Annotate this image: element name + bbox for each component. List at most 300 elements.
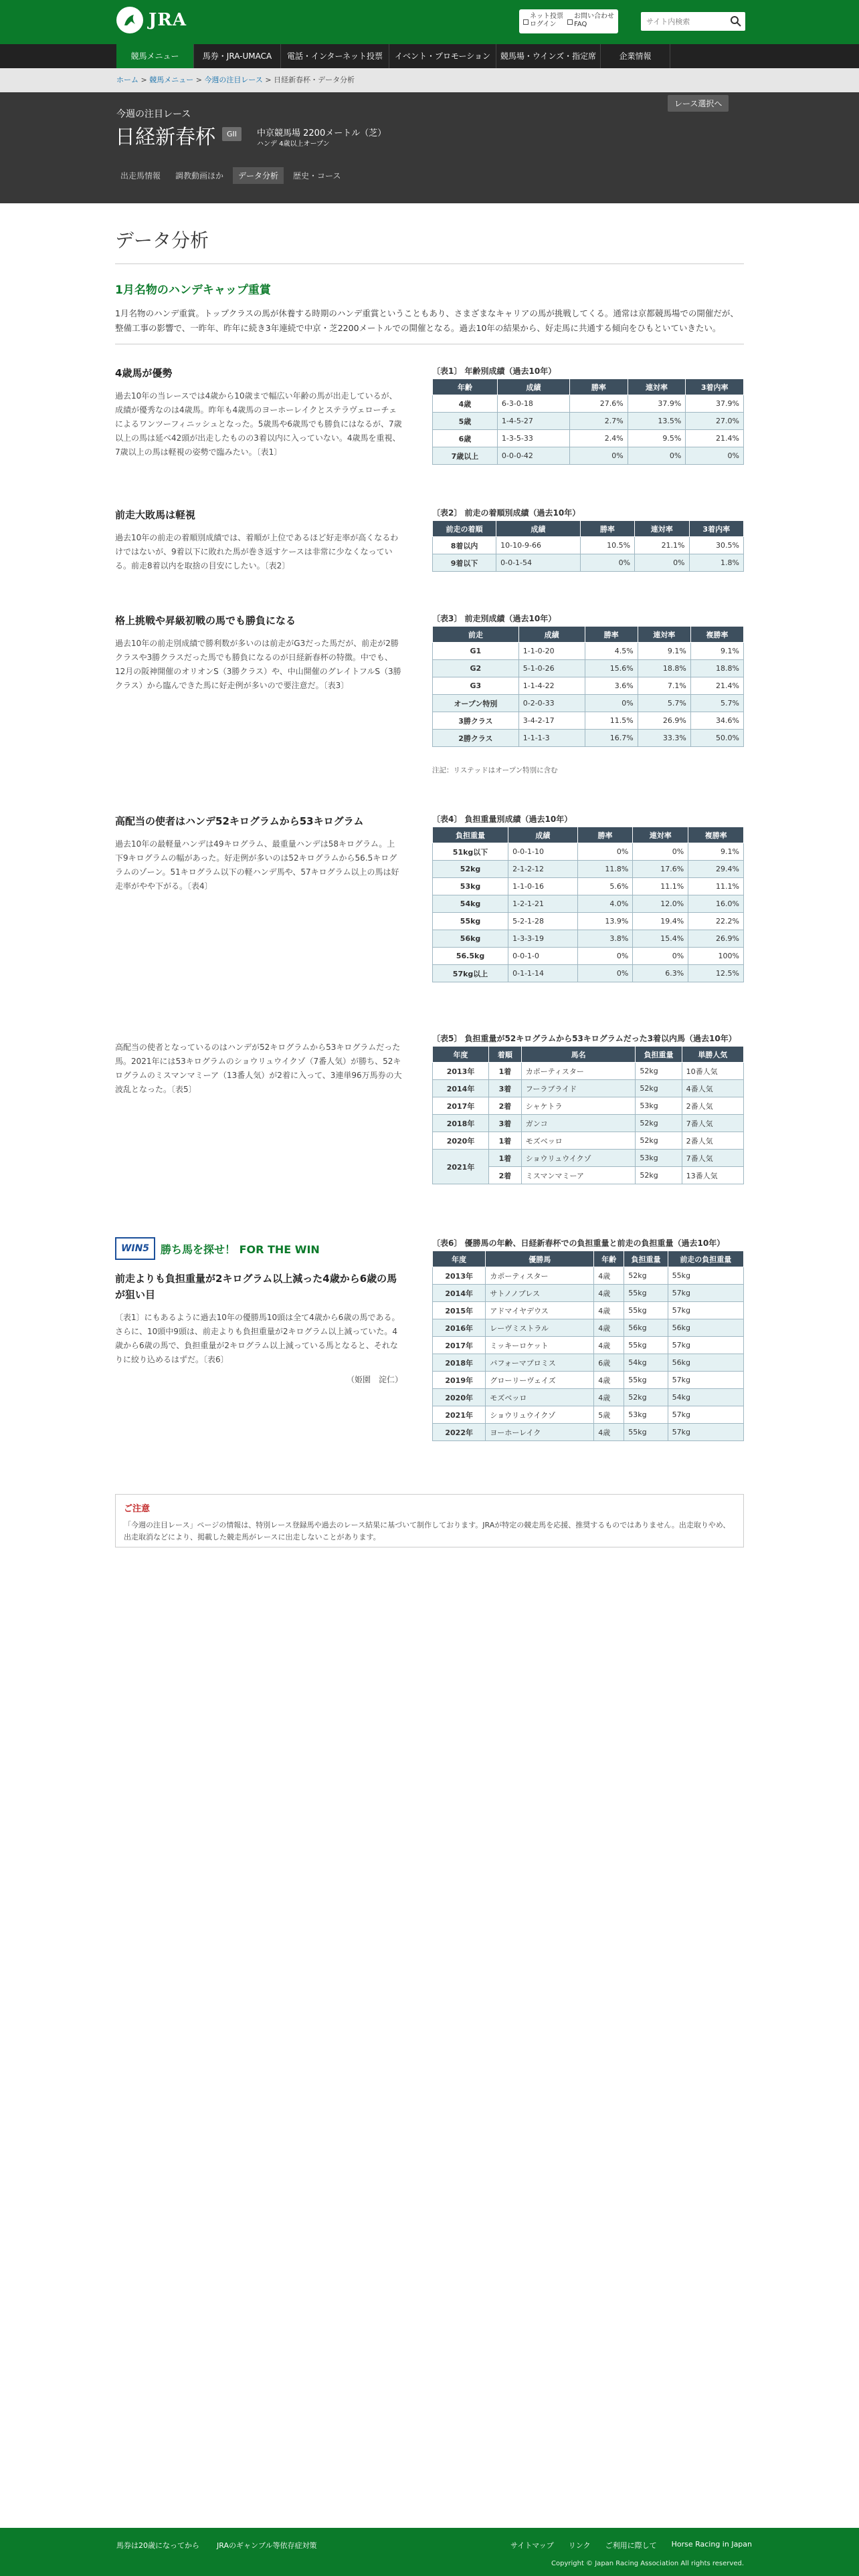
- table-cell: 22.2%: [688, 913, 744, 930]
- table-cell: 53kg: [636, 1097, 682, 1115]
- table-cell: カポーティスター: [486, 1267, 594, 1285]
- table-row: [433, 413, 744, 430]
- section-text: 過去10年の前走の着順別成績では、着順が上位であるほど好走率が高くなるわけではないが、9着以下に敗れた馬が巻き返すケースは非常に少なくなっている。前走8着以内を取捨の目安にしたい。〔表2〕: [115, 533, 399, 570]
- table-cell: 53kg: [624, 1406, 668, 1424]
- table-cell: 2着: [489, 1097, 522, 1115]
- crumb-current: 日経新春杯・データ分析: [274, 76, 355, 84]
- table-cell: 21.4%: [690, 677, 743, 695]
- table-row: [433, 1150, 744, 1167]
- table-cell: 0%: [633, 843, 688, 861]
- table-cell: 55kg: [624, 1302, 668, 1319]
- table-cell: 12.0%: [633, 895, 688, 913]
- notice-text: 「今週の注目レース」ページの情報は、特別レース登録馬や過去のレース結果に基づいて制作しております。JRAが特定の競走馬を応援、推奨するものではありません。出走取りやめ、出走取消などにより、掲載した競走馬がレースに出走しないことがあります。: [124, 1521, 731, 1541]
- table-cell: 57kg以上: [433, 965, 508, 982]
- jra-logo[interactable]: [116, 7, 187, 33]
- column-header: 勝率: [580, 521, 634, 537]
- table-cell: 6-3-0-18: [497, 395, 569, 413]
- prev-race-table: [432, 626, 744, 747]
- table-cell: 21.1%: [635, 537, 689, 554]
- section-text: 高配当の使者となっているのはハンデが52キログラムから53キログラムだった馬。2021年には53キログラムのショウリュウイクゾ（7番人気）が勝ち、52キログラムのミスマンマミーア（13番人気）が2着に入って、3連単96万馬券の大波乱となった。〔表5〕: [115, 1043, 402, 1094]
- table-cell: 0%: [635, 554, 689, 572]
- table-cell: 6歳: [594, 1354, 624, 1372]
- table-cell: 9着以下: [433, 554, 496, 572]
- section-heading: 前走大敗馬は軽視: [115, 509, 196, 521]
- column-header: 優勝馬: [486, 1251, 594, 1267]
- table-cell: ガンコ: [521, 1115, 636, 1132]
- table-cell: 56kg: [668, 1354, 743, 1372]
- table-cell: 0%: [585, 695, 638, 712]
- table-cell: 52kg: [624, 1389, 668, 1406]
- table-cell: ショウリュウイクゾ: [486, 1406, 594, 1424]
- table-cell: 7番人気: [682, 1150, 743, 1167]
- table-cell: 2015年: [433, 1302, 486, 1319]
- table-cell: 2番人気: [682, 1097, 743, 1115]
- table-cell: 57kg: [668, 1337, 743, 1354]
- table-cell: G1: [433, 643, 519, 660]
- horse-icon: [116, 7, 143, 33]
- table-header-row: [433, 379, 744, 395]
- table-row: [433, 430, 744, 447]
- table-cell: 27.0%: [686, 413, 744, 430]
- column-header: 勝率: [577, 827, 633, 843]
- table-cell: 18.8%: [690, 660, 743, 677]
- column-header: 年齢: [594, 1251, 624, 1267]
- table-cell: 30.5%: [689, 537, 743, 554]
- table-cell: 1-4-5-27: [497, 413, 569, 430]
- crumb-attention[interactable]: 今週の注目レース: [204, 76, 263, 84]
- table-cell: ヨーホーレイク: [486, 1424, 594, 1441]
- table-cell: 4番人気: [682, 1080, 743, 1097]
- column-header: 成績: [497, 379, 569, 395]
- table-cell: 3着: [489, 1080, 522, 1097]
- light-weight-table: [432, 1046, 744, 1184]
- column-header: 負担重量: [636, 1047, 682, 1063]
- nav-event[interactable]: イベント・プロモーション: [389, 44, 496, 68]
- table-cell: モズベッロ: [486, 1389, 594, 1406]
- table-cell: 52kg: [636, 1167, 682, 1184]
- table-cell: 2021年: [433, 1406, 486, 1424]
- nav-corporate[interactable]: 企業情報: [601, 44, 670, 68]
- table-caption: 〔表4〕 負担重量別成績（過去10年）: [432, 815, 573, 824]
- table-cell: 0-0-1-54: [496, 554, 581, 572]
- section-5: [115, 1033, 744, 1180]
- table-cell: 16.7%: [585, 730, 638, 747]
- table-cell: 55kg: [624, 1337, 668, 1354]
- column-header: 前走の負担重量: [668, 1251, 743, 1267]
- table-cell: 10-10-9-66: [496, 537, 581, 554]
- table-cell: 21.4%: [686, 430, 744, 447]
- table-cell: 4歳: [594, 1372, 624, 1389]
- table-cell: ミッキーロケット: [486, 1337, 594, 1354]
- table-cell: 2017年: [433, 1097, 489, 1115]
- table-cell: 7歳以上: [433, 447, 498, 465]
- table-header-row: [433, 1047, 744, 1063]
- column-header: 複勝率: [688, 827, 744, 843]
- table-row: [433, 1285, 744, 1302]
- nav-course[interactable]: 競馬場・ウインズ・指定席: [496, 44, 601, 68]
- grade-badge: GII: [222, 127, 242, 141]
- table-cell: 29.4%: [688, 861, 744, 878]
- column-header: 連対率: [633, 827, 688, 843]
- table-cell: 51kg以下: [433, 843, 508, 861]
- race-select-button[interactable]: レース選択へ: [668, 95, 729, 112]
- table-caption: 〔表2〕 前走の着順別成績（過去10年）: [432, 508, 581, 518]
- table-row: [433, 660, 744, 677]
- footer-link-terms[interactable]: ご利用に際して: [605, 2541, 657, 2550]
- table-cell: 34.6%: [690, 712, 743, 730]
- table-caption: 〔表5〕 負担重量が52キログラムから53キログラムだった3着以内馬（過去10年）: [432, 1034, 737, 1043]
- crumb-home[interactable]: ホーム: [116, 76, 138, 84]
- table-cell: 57kg: [668, 1424, 743, 1441]
- table-row: [433, 447, 744, 465]
- table-cell: 2-1-2-12: [508, 861, 577, 878]
- table-cell: 56.5kg: [433, 948, 508, 965]
- table-cell: 2016年: [433, 1319, 486, 1337]
- table-cell: 2014年: [433, 1285, 486, 1302]
- race-hero: [0, 92, 859, 203]
- finish-table: [432, 520, 744, 572]
- table-cell: 9.1%: [688, 843, 744, 861]
- table-cell: 57kg: [668, 1302, 743, 1319]
- table-row: [433, 1424, 744, 1441]
- column-header: 前走: [433, 627, 519, 643]
- table-cell: 2着: [489, 1167, 522, 1184]
- table-cell: 3勝クラス: [433, 712, 519, 730]
- table-cell: 2.4%: [570, 430, 628, 447]
- tab-videos[interactable]: 調教動画ほか: [175, 171, 224, 181]
- table-cell: 2018年: [433, 1115, 489, 1132]
- section-heading: 高配当の使者はハンデ52キログラムから53キログラム: [115, 815, 364, 827]
- table-cell: 1着: [489, 1132, 522, 1150]
- table-cell: 6.3%: [633, 965, 688, 982]
- table-cell: 8着以内: [433, 537, 496, 554]
- table-cell: 55kg: [668, 1267, 743, 1285]
- table-cell: 2020年: [433, 1389, 486, 1406]
- table-cell: 0%: [577, 843, 633, 861]
- crumb-menu[interactable]: 競馬メニュー: [149, 76, 194, 84]
- win5-title: 勝ち馬を探せ！ FOR THE WIN: [161, 1243, 320, 1256]
- table-cell: 53kg: [433, 878, 508, 895]
- table-cell: 6歳: [433, 430, 498, 447]
- table-caption: 〔表1〕 年齢別成績（過去10年）: [432, 366, 557, 376]
- table-cell: 0%: [633, 948, 688, 965]
- table-cell: 0-1-1-14: [508, 965, 577, 982]
- breadcrumb: ホーム > 競馬メニュー > 今週の注目レース > 日経新春杯・データ分析: [0, 68, 859, 92]
- table-row: [433, 1406, 744, 1424]
- win5-logo: WIN5: [115, 1237, 155, 1260]
- footer-link-links[interactable]: リンク: [568, 2541, 591, 2550]
- table-cell: 4歳: [594, 1285, 624, 1302]
- table-row: [433, 965, 744, 982]
- table-cell: 55kg: [624, 1424, 668, 1441]
- table-cell: 0%: [577, 948, 633, 965]
- notice-box: [115, 1494, 744, 1547]
- table-row: [433, 948, 744, 965]
- table-row: [433, 1354, 744, 1372]
- table-row: [433, 1097, 744, 1115]
- table-row: [433, 1080, 744, 1097]
- table-row: [433, 1337, 744, 1354]
- table-cell: 4歳: [594, 1302, 624, 1319]
- table-cell: 1-1-0-20: [518, 643, 585, 660]
- table-cell: 100%: [688, 948, 744, 965]
- table-row: [433, 861, 744, 878]
- section-4: [115, 813, 744, 978]
- section-2: [115, 507, 744, 573]
- table-caption: 〔表6〕 優勝馬の年齢、日経新春杯での負担重量と前走の負担重量（過去10年）: [432, 1239, 725, 1248]
- table-cell: 10.5%: [580, 537, 634, 554]
- table-cell: 3.6%: [585, 677, 638, 695]
- table-row: [433, 895, 744, 913]
- age-table: [432, 379, 744, 465]
- table-header-row: [433, 521, 744, 537]
- copyright: Copyright © Japan Racing Association All rights reserved.: [551, 2560, 744, 2567]
- search-input[interactable]: [641, 12, 725, 31]
- table-cell: 1-2-1-21: [508, 895, 577, 913]
- main-content: [115, 226, 744, 1437]
- global-nav: [0, 44, 859, 68]
- table-cell: 2020年: [433, 1132, 489, 1150]
- table-cell: 55kg: [433, 913, 508, 930]
- table-cell: 1-1-1-3: [518, 730, 585, 747]
- column-header: 勝率: [570, 379, 628, 395]
- table-cell: 13.9%: [577, 913, 633, 930]
- table-row: [433, 1372, 744, 1389]
- table-cell: 7番人気: [682, 1115, 743, 1132]
- column-header: 成績: [496, 521, 581, 537]
- column-header: 3着内率: [686, 379, 744, 395]
- table-cell: 11.1%: [633, 878, 688, 895]
- section-heading: 4歳馬が優勢: [115, 367, 173, 379]
- table-cell: 2019年: [433, 1372, 486, 1389]
- column-header: 年度: [433, 1047, 489, 1063]
- column-header: 前走の着順: [433, 521, 496, 537]
- table-cell: レーヴミストラル: [486, 1319, 594, 1337]
- nav-vote[interactable]: 電話・インターネット投票: [281, 44, 389, 68]
- table-header-row: [433, 827, 744, 843]
- table-cell: 10番人気: [682, 1063, 743, 1080]
- table-cell: 2021年: [433, 1150, 489, 1184]
- race-title: 日経新春杯: [115, 126, 215, 149]
- table-cell: アドマイヤデウス: [486, 1302, 594, 1319]
- footer-link-age[interactable]: 馬券は20歳になってから: [116, 2541, 199, 2550]
- table-cell: ショウリュウイクゾ: [521, 1150, 636, 1167]
- table-row: [433, 554, 744, 572]
- nav-baken[interactable]: 馬券・JRA-UMACA: [194, 44, 281, 68]
- table-cell: 17.6%: [633, 861, 688, 878]
- table-cell: 56kg: [433, 930, 508, 948]
- table-cell: パフォーマプロミス: [486, 1354, 594, 1372]
- table-cell: 4歳: [594, 1319, 624, 1337]
- table-cell: 5-2-1-28: [508, 913, 577, 930]
- hero-kicker: 今週の注目レース: [116, 109, 191, 120]
- table-cell: 5.6%: [577, 878, 633, 895]
- table-cell: カポーティスター: [521, 1063, 636, 1080]
- table-cell: 53kg: [636, 1150, 682, 1167]
- section-text: 過去10年の最軽量ハンデは49キログラム、最重量ハンデは58キログラム。上下9キログラムの幅があった。好走例が多いのは52キログラムから56.5キログラムのゾーン。51キログラム以下の軽ハンデ馬や、57キログラム以上の馬は好走率がやや下がる。〔表4〕: [115, 839, 399, 891]
- table-cell: 56kg: [668, 1319, 743, 1337]
- table-header-row: [433, 1251, 744, 1267]
- lead-heading: 1月名物のハンデキャップ重賞: [115, 284, 271, 297]
- tab-history[interactable]: 歴史・コース: [293, 171, 341, 181]
- table-cell: 4.0%: [577, 895, 633, 913]
- column-header: 成績: [518, 627, 585, 643]
- tab-entries[interactable]: 出走馬情報: [120, 171, 161, 181]
- table-cell: 13番人気: [682, 1167, 743, 1184]
- table-cell: 54kg: [624, 1354, 668, 1372]
- table-row: [433, 395, 744, 413]
- table-cell: 12.5%: [688, 965, 744, 982]
- column-header: 連対率: [638, 627, 690, 643]
- race-condition: ハンデ 4歳以上オープン: [257, 140, 330, 148]
- footer-link-english[interactable]: Horse Racing in Japan: [671, 2540, 752, 2549]
- column-header: 3着内率: [689, 521, 743, 537]
- table-cell: 13.5%: [628, 413, 686, 430]
- table-cell: 26.9%: [638, 712, 690, 730]
- table-row: [433, 878, 744, 895]
- table-cell: 2番人気: [682, 1132, 743, 1150]
- table-row: [433, 1267, 744, 1285]
- table-row: [433, 643, 744, 660]
- table-cell: 33.3%: [638, 730, 690, 747]
- table-cell: 18.8%: [638, 660, 690, 677]
- search-icon[interactable]: [729, 15, 743, 28]
- table-row: [433, 1132, 744, 1150]
- table-cell: 54kg: [668, 1389, 743, 1406]
- table-header-row: [433, 627, 744, 643]
- table-cell: 5-1-0-26: [518, 660, 585, 677]
- table-cell: 52kg: [636, 1063, 682, 1080]
- table-cell: サトノノブレス: [486, 1285, 594, 1302]
- table-cell: オープン特別: [433, 695, 519, 712]
- table-cell: 2013年: [433, 1267, 486, 1285]
- table-cell: 4.5%: [585, 643, 638, 660]
- section-text: 過去10年の当レースでは4歳から10歳まで幅広い年齢の馬が出走しているが、成績が優秀なのは4歳馬。昨年も4歳馬のヨーホーレイクとステラヴェローチェによるワンツーフィニッシュとなった。5歳馬や6歳馬でも勝負にはなるが、7歳以上の馬は延べ42頭が出走したものの3着以内に入っていない。4歳馬を重視、7歳以上の馬は軽視の姿勢で臨みたい。〔表1〕: [115, 391, 402, 457]
- column-header: 負担重量: [433, 827, 508, 843]
- table-cell: 1-1-0-16: [508, 878, 577, 895]
- table-cell: 1着: [489, 1150, 522, 1167]
- notice-title: ご注意: [124, 1504, 151, 1514]
- column-header: 年度: [433, 1251, 486, 1267]
- race-tabs: [115, 167, 346, 184]
- table-cell: 11.5%: [585, 712, 638, 730]
- table-row: [433, 537, 744, 554]
- section-6: [115, 1237, 744, 1437]
- tab-data[interactable]: データ分析: [233, 167, 284, 184]
- footer: [0, 2528, 859, 2576]
- weight-table: [432, 827, 744, 982]
- table-cell: 9.1%: [638, 643, 690, 660]
- table-cell: グローリーヴェイズ: [486, 1372, 594, 1389]
- faq-button[interactable]: お問い合わせ FAQ: [563, 9, 618, 33]
- table-cell: 37.9%: [686, 395, 744, 413]
- table-cell: 4歳: [594, 1337, 624, 1354]
- table-cell: G2: [433, 660, 519, 677]
- table-cell: 2022年: [433, 1424, 486, 1441]
- table-cell: 52kg: [433, 861, 508, 878]
- table-row: [433, 730, 744, 747]
- table-row: [433, 1302, 744, 1319]
- table-cell: 54kg: [433, 895, 508, 913]
- table-cell: 0%: [580, 554, 634, 572]
- login-button[interactable]: ネット投票 ログイン: [519, 9, 567, 33]
- column-header: 勝率: [585, 627, 638, 643]
- table-row: [433, 1115, 744, 1132]
- table-cell: 57kg: [668, 1406, 743, 1424]
- table-row: [433, 913, 744, 930]
- table-cell: ミスマンマミーア: [521, 1167, 636, 1184]
- table-cell: 0%: [628, 447, 686, 465]
- table-note: 注記：リステッドはオープン特別に含む: [432, 766, 558, 774]
- section-heading: 格上挑戦や昇級初戦の馬でも勝負になる: [115, 615, 296, 627]
- table-cell: 15.4%: [633, 930, 688, 948]
- table-cell: 52kg: [636, 1080, 682, 1097]
- table-cell: 0-0-1-10: [508, 843, 577, 861]
- table-cell: 4歳: [594, 1267, 624, 1285]
- table-cell: 57kg: [668, 1285, 743, 1302]
- table-cell: 52kg: [636, 1115, 682, 1132]
- table-row: [433, 1319, 744, 1337]
- section-text: 過去10年の前走別成績で勝利数が多いのは前走がG3だった馬だが、前走が2勝クラスや3勝クラスだった馬でも勝負になるのが日経新春杯の特徴。中でも、12月の阪神開催のオリオンS（3勝クラス）や、中山開催のグレイトフルS（3勝クラス）から臨んできた馬に好走例が多いので要注意だ。〔表3〕: [115, 639, 401, 690]
- section-text: 〔表1〕にもあるように過去10年の優勝馬10頭は全て4歳から6歳の馬である。さらに、10頭中9頭は、前走よりも負担重量が2キログラム以上減っていた。4歳から6歳の馬で、負担重量が2キログラム以上減っている馬となると、それなりに絞り込めるはずだ。〔表6〕: [115, 1313, 400, 1364]
- table-cell: 0%: [577, 965, 633, 982]
- table-cell: 27.6%: [570, 395, 628, 413]
- lead-text: 1月名物のハンデ重賞。トップクラスの馬が休養する時期のハンデ重賞ということもあり、さまざまなキャリアの馬が挑戦してくる。通常は京都競馬場での開催だが、整備工事の影響で、一昨年、昨年に続き3年連続で中京・芝2200メートルでの開催となる。過去10年の結果から、好走馬に共通する傾向をひもといていきたい。: [115, 308, 739, 333]
- table-cell: 52kg: [636, 1132, 682, 1150]
- table-cell: 37.9%: [628, 395, 686, 413]
- author: （姫園 淀仁）: [346, 1375, 403, 1384]
- table-cell: 5.7%: [638, 695, 690, 712]
- table-cell: 5歳: [433, 413, 498, 430]
- nav-race-menu[interactable]: 競馬メニュー: [116, 44, 194, 68]
- table-cell: 3.8%: [577, 930, 633, 948]
- table-cell: 2018年: [433, 1354, 486, 1372]
- table-cell: 0-2-0-33: [518, 695, 585, 712]
- table-cell: 5歳: [594, 1406, 624, 1424]
- table-cell: 57kg: [668, 1372, 743, 1389]
- table-row: [433, 1389, 744, 1406]
- table-cell: 2013年: [433, 1063, 489, 1080]
- table-cell: 26.9%: [688, 930, 744, 948]
- table-cell: 3着: [489, 1115, 522, 1132]
- footer-link-sitemap[interactable]: サイトマップ: [510, 2541, 554, 2550]
- table-cell: 9.5%: [628, 430, 686, 447]
- table-cell: 0-0-0-42: [497, 447, 569, 465]
- table-cell: 19.4%: [633, 913, 688, 930]
- table-cell: モズベッロ: [521, 1132, 636, 1150]
- table-cell: 2勝クラス: [433, 730, 519, 747]
- table-cell: 1-3-5-33: [497, 430, 569, 447]
- table-cell: 1.8%: [689, 554, 743, 572]
- table-cell: 7.1%: [638, 677, 690, 695]
- table-cell: 50.0%: [690, 730, 743, 747]
- top-bar: [0, 0, 859, 44]
- column-header: 着順: [489, 1047, 522, 1063]
- table-cell: 52kg: [624, 1267, 668, 1285]
- table-cell: 1-3-3-19: [508, 930, 577, 948]
- table-cell: シャケトラ: [521, 1097, 636, 1115]
- table-cell: フーラブライド: [521, 1080, 636, 1097]
- column-header: 連対率: [635, 521, 689, 537]
- table-cell: 0%: [686, 447, 744, 465]
- table-cell: 9.1%: [690, 643, 743, 660]
- footer-link-gambling[interactable]: JRAのギャンブル等依存症対策: [217, 2541, 317, 2550]
- logo-text: JRA: [149, 10, 187, 30]
- table-cell: 4歳: [594, 1389, 624, 1406]
- table-cell: 2017年: [433, 1337, 486, 1354]
- column-header: 成績: [508, 827, 577, 843]
- table-caption: 〔表3〕 前走別成績（過去10年）: [432, 614, 557, 623]
